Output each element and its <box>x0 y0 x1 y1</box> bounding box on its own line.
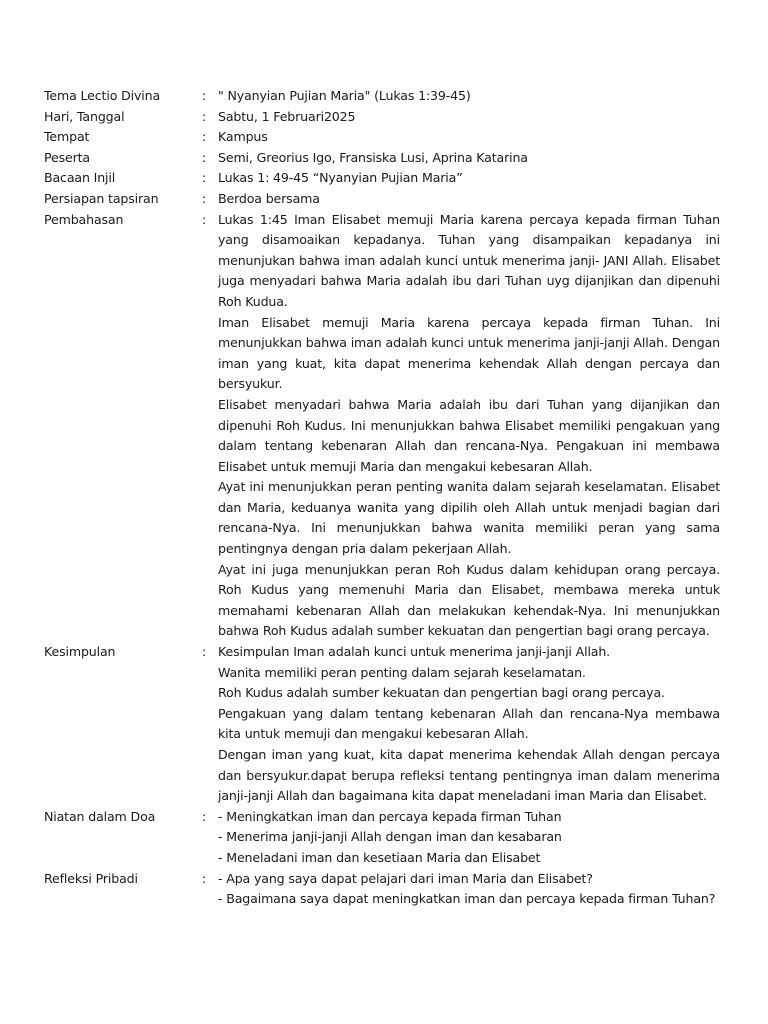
field-colon: : <box>202 129 207 145</box>
kesimpulan-paragraph: Roh Kudus adalah sumber kekuatan dan pengertian bagi orang percaya. <box>218 685 665 701</box>
pembahasan-paragraph: Iman Elisabet memuji Maria karena percaya kepada firman Tuhan. Ini menunjukkan bahwa iman adalah kunci untuk menerima janji-janji Allah. Dengan iman yang kuat, kita dapat menerima kehendak Allah dengan percaya dan bersyukur. <box>218 314 720 392</box>
refleksi-list <box>218 869 720 910</box>
niatan-list <box>218 807 720 869</box>
field-colon: : <box>202 170 207 186</box>
section-label: Niatan dalam Doa <box>44 808 156 824</box>
field-label: Tempat <box>44 129 90 145</box>
pembahasan-paragraph: Ayat ini juga menunjukkan peran Roh Kudus dalam kehidupan orang percaya. Roh Kudus yang memenuhi Maria dan Elisabet, membawa mereka untuk memahami kebenaran Allah dan melakukan kehendak-Nya. Ini menunjukkan bahwa Roh Kudus adalah sumber kekuatan dan pengertian bagi orang percaya. <box>218 561 720 639</box>
section-refleksi-pribadi <box>44 869 720 910</box>
kesimpulan-paragraph: Wanita memiliki peran penting dalam sejarah keselamatan. <box>218 664 586 680</box>
section-label: Kesimpulan <box>44 644 116 660</box>
field-colon: : <box>202 88 207 103</box>
pembahasan-paragraph: Elisabet menyadari bahwa Maria adalah ibu dari Tuhan yang dijanjikan dan dipenuhi Roh Kudus. Ini menunjukkan bahwa Elisabet memiliki pengakuan yang dalam tentang kebenaran Allah dan rencana-Nya. Pengakuan ini membawa Elisabet untuk memuji Maria dan mengakui kebesaran Allah. <box>218 396 720 474</box>
field-value: " Nyanyian Pujian Maria" (Lukas 1:39-45) <box>218 88 471 103</box>
section-kesimpulan <box>44 642 720 807</box>
pembahasan-body <box>218 210 720 642</box>
field-hari-tanggal <box>44 107 720 128</box>
field-label: Peserta <box>44 149 90 165</box>
pembahasan-paragraph: Ayat ini menunjukkan peran penting wanita dalam sejarah keselamatan. Elisabet dan Maria, keduanya wanita yang dipilih oleh Allah untuk menjadi bagian dari rencana-Nya. Ini menunjukkan bahwa wanita memiliki peran yang sama pentingnya dengan pria dalam pekerjaan Allah. <box>218 479 720 557</box>
list-item: - Bagaimana saya dapat meningkatkan iman dan percaya kepada firman Tuhan? <box>218 891 716 907</box>
section-colon: : <box>202 870 207 886</box>
list-item: - Menerima janji-janji Allah dengan iman dan kesabaran <box>218 829 562 845</box>
field-label: Persiapan tapsiran <box>44 190 159 206</box>
section-niatan-dalam-doa <box>44 807 720 869</box>
field-value: Sabtu, 1 Februari2025 <box>218 108 356 124</box>
list-item: - Meningkatkan iman dan percaya kepada firman Tuhan <box>218 808 562 824</box>
kesimpulan-paragraph: Pengakuan yang dalam tentang kebenaran Allah dan rencana-Nya membawa kita untuk memuji dan mengakui kebesaran Allah. <box>218 705 720 742</box>
lectio-divina-document <box>44 86 720 910</box>
field-colon: : <box>202 190 207 206</box>
kesimpulan-paragraph: Dengan iman yang kuat, kita dapat menerima kehendak Allah dengan percaya dan bersyukur.dapat berupa refleksi tentang pentingnya iman dalam menerima janji-janji Allah dan bagaimana kita dapat meneladani iman Maria dan Elisabet. <box>218 747 720 804</box>
field-tema <box>44 86 720 107</box>
section-colon: : <box>202 808 207 824</box>
section-label: Pembahasan <box>44 211 124 227</box>
field-label: Bacaan Injil <box>44 170 116 186</box>
section-pembahasan <box>44 210 720 642</box>
field-label: Tema Lectio Divina <box>44 88 161 103</box>
field-value: Kampus <box>218 129 268 145</box>
list-item: - Meneladani iman dan kesetiaan Maria dan Elisabet <box>218 849 541 865</box>
field-tempat <box>44 127 720 148</box>
section-label: Refleksi Pribadi <box>44 870 138 886</box>
section-colon: : <box>202 644 207 660</box>
field-value: Semi, Greorius Igo, Fransiska Lusi, Aprina Katarina <box>218 149 528 165</box>
pembahasan-paragraph: Lukas 1:45 Iman Elisabet memuji Maria karena percaya kepada firman Tuhan yang disamoaikan kepadanya. Tuhan yang disampaikan kepadanya ini menunjukan bahwa iman adalah kunci untuk menerima janji- JANI Allah. Elisabet juga menyadari bahwa Maria adalah ibu dari Tuhan uyg dijanjikan dan dipenuhi Roh Kudua. <box>218 211 720 309</box>
list-item: - Apa yang saya dapat pelajari dari iman Maria dan Elisabet? <box>218 870 593 886</box>
field-peserta <box>44 148 720 169</box>
kesimpulan-body <box>218 642 720 807</box>
field-bacaan-injil <box>44 168 720 189</box>
section-colon: : <box>202 211 207 227</box>
kesimpulan-paragraph: Kesimpulan Iman adalah kunci untuk menerima janji-janji Allah. <box>218 644 611 660</box>
field-label: Hari, Tanggal <box>44 108 125 124</box>
field-value: Berdoa bersama <box>218 190 320 206</box>
field-colon: : <box>202 108 207 124</box>
field-colon: : <box>202 149 207 165</box>
field-persiapan-tapsiran <box>44 189 720 210</box>
field-value: Lukas 1: 49-45 “Nyanyian Pujian Maria” <box>218 170 463 186</box>
